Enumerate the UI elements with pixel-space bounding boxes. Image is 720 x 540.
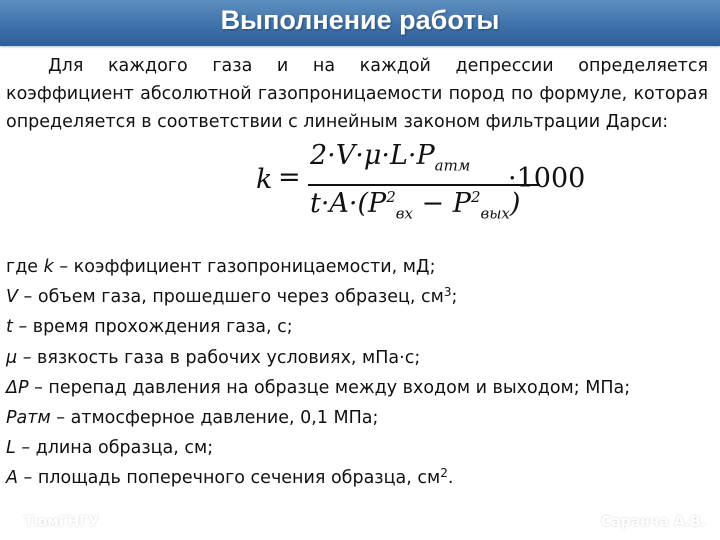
denominator-part-a: t·A·(P xyxy=(310,188,387,219)
definition-symbol: ΔP xyxy=(6,377,29,398)
slide-title: Выполнение работы xyxy=(220,5,500,35)
definition-symbol: A xyxy=(6,468,18,489)
footer-university: ТюмГНГУ xyxy=(24,514,99,530)
definition-item xyxy=(6,403,714,433)
formula-denominator xyxy=(310,188,520,222)
formula-lhs: k xyxy=(256,164,273,195)
definition-symbol: k xyxy=(43,257,54,277)
definition-text: – длина образца, см; xyxy=(15,438,214,459)
intro-text: Для каждого газа и на каждой депрессии определяется коэффициент абсолютной газопроницаемости пород по формуле, которая определяется в соответствии с линейным законом фильтрации Дарси: xyxy=(6,56,708,132)
formula-numerator xyxy=(310,140,470,174)
definition-item xyxy=(6,312,714,342)
definition-suffix: . xyxy=(447,468,454,489)
denominator-sup-1: 2 xyxy=(386,188,396,206)
definition-item xyxy=(6,433,714,463)
intro-paragraph xyxy=(6,52,708,136)
definition-text: – коэффициент газопроницаемости, мД; xyxy=(53,257,436,277)
denominator-sup-2: 2 xyxy=(470,188,481,206)
definition-text: – объем газа, прошедшего через образец, см xyxy=(17,287,444,308)
definition-text: – атмосферное давление, 0,1 МПа; xyxy=(50,408,379,429)
definition-prefix: где xyxy=(6,257,44,277)
definition-item xyxy=(6,373,714,403)
definition-text: – время прохождения газа, с; xyxy=(12,317,293,338)
definition-item xyxy=(6,343,714,373)
numerator-subscript: атм xyxy=(434,156,471,175)
definition-text: – вязкость газа в рабочих условиях, мПа·с; xyxy=(17,347,421,368)
definitions-list xyxy=(6,252,714,494)
definition-text: – перепад давления на образце между входом и выходом; МПа; xyxy=(28,377,631,398)
denominator-part-c: ) xyxy=(509,188,521,219)
definition-symbol: μ xyxy=(6,347,18,368)
formula-equals: = xyxy=(278,162,301,193)
definition-superscript: 2 xyxy=(440,466,448,481)
numerator-text: 2·V·μ·L·P xyxy=(310,140,435,171)
permeability-formula xyxy=(256,136,586,226)
definition-symbol: L xyxy=(6,438,16,459)
footer-author: Саранча А.В. xyxy=(601,514,706,530)
definition-item xyxy=(6,463,714,493)
definition-item xyxy=(6,252,714,282)
slide-header xyxy=(0,0,720,46)
definition-symbol: V xyxy=(6,287,18,308)
fraction-bar xyxy=(308,184,540,186)
denominator-sub-2: вых xyxy=(480,204,510,223)
definition-symbol: t xyxy=(6,317,13,338)
definition-superscript: 3 xyxy=(443,285,452,300)
definition-symbol: Pатм xyxy=(6,408,51,429)
definition-suffix: ; xyxy=(451,287,458,308)
definition-item xyxy=(6,282,714,312)
definition-text: – площадь поперечного сечения образца, см xyxy=(17,468,441,489)
formula-multiplier: ·1000 xyxy=(508,163,586,194)
denominator-part-b: − P xyxy=(412,188,471,219)
denominator-sub-1: вх xyxy=(395,204,413,223)
